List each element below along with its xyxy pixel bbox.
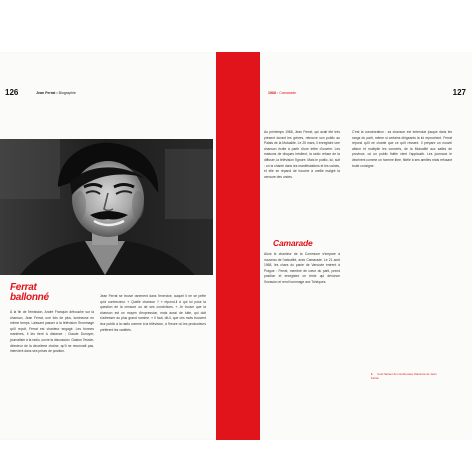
- portrait-photo-image: [0, 139, 213, 275]
- heading-line-2: ballonné: [10, 292, 49, 303]
- right-column-1b-text: Alors le chanteur de la Commune s'empare à nouveau de l'actualité, avec Camarade. Le 21 août 1968, les chars du pacte de Varsovie entrent à Prague : Ferrat, membre de cœur du parti, prend position et enregistre ce texte qui dénonce l'invasion et rend hommage aux Tchèques.: [264, 252, 340, 284]
- footnote-text: Il est l'auteur de nombreuses chansons de Jean Ferrat.: [371, 372, 437, 380]
- running-head-years: 1968: [268, 91, 276, 95]
- left-text-column-2: [100, 294, 206, 335]
- left-page-number: 126: [5, 88, 19, 97]
- left-text-column-1: [10, 310, 94, 357]
- right-text-column-1-continued: [264, 252, 340, 288]
- right-column-2-text: C'est la consécration : sa chanson est entendue jusque dans les rangs du parti, même si certains dirigeants la lui reprochent. Ferrat répond qu'il ne chante que ce qu'il ressent. Il prépare un nouvel album et multiplie les concerts, de la Mutualité aux salles de province, où un public fidèle vient l'applaudir. Les journaux le décrivent comme un homme libre, fidèle à ses amitiés mais refusant toute consigne.: [352, 130, 452, 168]
- portrait-photo: [0, 139, 213, 275]
- running-head-title: Biographie: [58, 91, 76, 95]
- left-column-1-text: À la fin de l'émission, André Franquin débouche sur la chanson, Jean Ferrat, une fois de plus, lumineuse en même temps. Laissant passer à la télévision l'hommage qu'il reçoit, Ferrat est chanteur engagé. Les bonnes manières, il les tient à distance ; Claude Dunoyer, journaliste à la radio, ouvre la discussion. Gaston Tessier, directeur de la deuxième chaîne, qu'il ne reconnaît pas, intervient dans ses prises de position.: [10, 310, 94, 354]
- left-running-head: Jean Ferrat • Biographie: [36, 91, 76, 95]
- right-running-head: 1968 • Camarade: [268, 91, 297, 95]
- right-page: [236, 52, 472, 440]
- running-head-section: Camarade: [279, 91, 297, 95]
- right-column-1-text: Au printemps 1968, Jean Ferrat, qui avait été très présent durant les grèves, retrouve son public au Palais de la Mutualité. Le 25 mars, il enregistre une chanson écrite à partir d'une lettre d'ouvrier. Les maisons de disques hésitent, la radio refuse de la diffuser, la télévision l'ignore. Mais le public, lui, suit : on la chante dans les manifestations et les usines, et elle se répand de bouche à oreille malgré la censure des ondes.: [264, 130, 340, 179]
- section-heading-ferrat-ballonne: [10, 283, 49, 303]
- right-page-number: 127: [452, 88, 466, 97]
- footnote: [371, 372, 441, 380]
- right-text-column-1: [264, 130, 340, 182]
- right-text-column-2: [352, 130, 452, 171]
- heading-line-1: Ferrat: [10, 282, 37, 293]
- running-head-author: Jean Ferrat: [36, 91, 56, 95]
- section-heading-camarade: Camarade: [273, 238, 313, 248]
- red-color-band-overlay: [216, 52, 260, 440]
- left-column-2-text: Jean Ferrat se trouve rarement dans l'exercice, auquel il ne se prête qu'à contrecœur. « Quelle chanson ? » répond-il à qui lui pose la question de la censure ou de ses convictions. « Je trouve que la chanson est un moyen d'expression, mais aussi de lutte, qui doit s'adresser au plus grand nombre. » Il faut, dit-il, que ces mots trouvent leur public à la radio comme à la télévision, à l'heure où les producteurs préfèrent les variétés.: [100, 294, 206, 332]
- footnote-number: 1.: [371, 372, 374, 376]
